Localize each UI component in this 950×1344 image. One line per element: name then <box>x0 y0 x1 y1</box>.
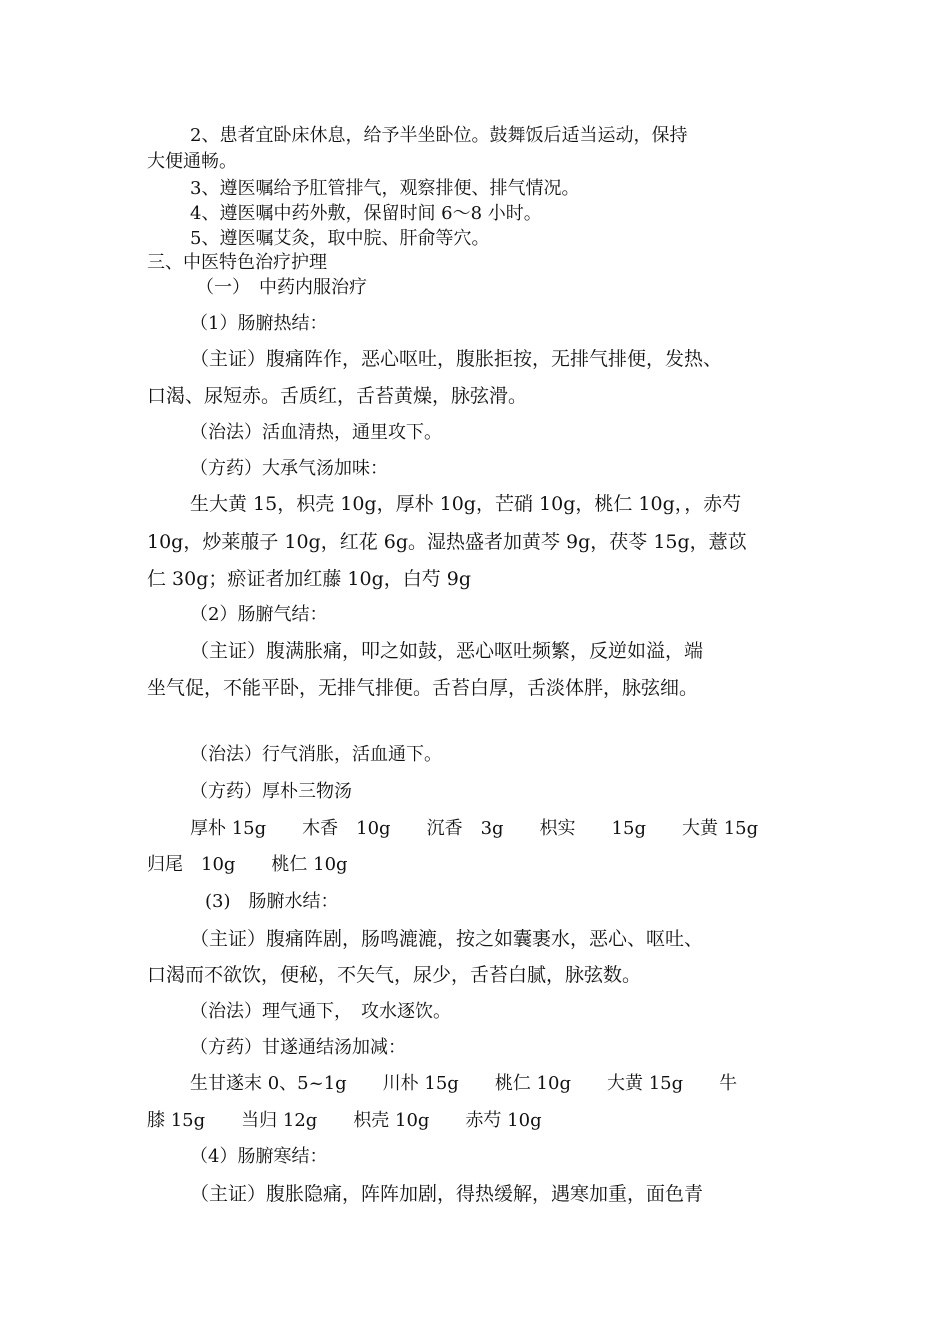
type4-title: （4）肠腑寒结： <box>190 1146 328 1167</box>
section-heading: 三、中医特色治疗护理 <box>147 252 327 273</box>
type3-method: （治法）理气通下， 攻水逐饮。 <box>190 1001 451 1022</box>
type1-title: （1）肠腑热结： <box>190 313 328 334</box>
nursing-item-3: 3、遵医嘱给予肛管排气，观察排便、排气情况。 <box>190 178 580 199</box>
subsection-heading: （一） 中药内服治疗 <box>196 277 367 298</box>
type4-symptom-line-1: （主证）腹胀隐痛，阵阵加剧，得热缓解，遇寒加重，面色青 <box>190 1183 704 1205</box>
nursing-item-2-line-2: 大便通畅。 <box>147 151 237 172</box>
type2-formula: （方药）厚朴三物汤 <box>190 781 352 802</box>
type2-symptom-line-1: （主证）腹满胀痛，叩之如鼓，恶心呕吐频繁，反逆如溢，端 <box>190 640 704 662</box>
nursing-item-5: 5、遵医嘱艾灸，取中脘、肝俞等穴。 <box>190 228 490 249</box>
type1-herbs-line-1: 生大黄 15，枳壳 10g，厚朴 10g，芒硝 10g，桃仁 10g，，赤芍 <box>190 493 742 515</box>
type1-formula: （方药）大承气汤加味： <box>190 458 388 479</box>
type3-symptom-line-1: （主证）腹痛阵剧，肠鸣漉漉，按之如囊裹水，恶心、呕吐、 <box>190 928 704 950</box>
type1-herbs-line-3: 仁 30g；瘀证者加红藤 10g，白芍 9g <box>147 568 472 590</box>
type2-herbs-line-2: 归尾 10g 桃仁 10g <box>147 854 348 875</box>
type1-method: （治法）活血清热，通里攻下。 <box>190 422 442 443</box>
type1-symptom-line-2: 口渴、尿短赤。舌质红，舌苔黄燥，脉弦滑。 <box>147 385 528 407</box>
type2-method: （治法）行气消胀，活血通下。 <box>190 744 442 765</box>
type2-symptom-line-2: 坐气促，不能平卧，无排气排便。舌苔白厚，舌淡体胖，脉弦细。 <box>147 677 699 699</box>
type3-formula: （方药）甘遂通结汤加减： <box>190 1037 406 1058</box>
type2-herbs-line-1: 厚朴 15g 木香 10g 沉香 3g 枳实 15g 大黄 15g <box>190 818 759 839</box>
type2-title: （2）肠腑气结： <box>190 604 328 625</box>
type1-herbs-line-2: 10g，炒莱菔子 10g，红花 6g。湿热盛者加黄芩 9g，茯苓 15g，薏苡 <box>147 531 747 553</box>
nursing-item-2-line-1: 2、患者宜卧床休息，给予半坐卧位。鼓舞饭后适当运动，保持 <box>190 125 688 146</box>
type3-symptom-line-2: 口渴而不欲饮，便秘，不矢气，尿少，舌苔白腻，脉弦数。 <box>147 964 642 986</box>
type3-herbs-line-1: 生甘遂末 0、5~1g 川朴 15g 桃仁 10g 大黄 15g 牛 <box>190 1073 738 1094</box>
type3-herbs-line-2: 膝 15g 当归 12g 枳壳 10g 赤芍 10g <box>147 1110 542 1131</box>
type1-symptom-line-1: （主证）腹痛阵作，恶心呕吐，腹胀拒按，无排气排便，发热、 <box>190 348 723 370</box>
type3-title: (3) 肠腑水结： <box>205 891 339 912</box>
nursing-item-4: 4、遵医嘱中药外敷，保留时间 6～8 小时。 <box>190 203 542 224</box>
